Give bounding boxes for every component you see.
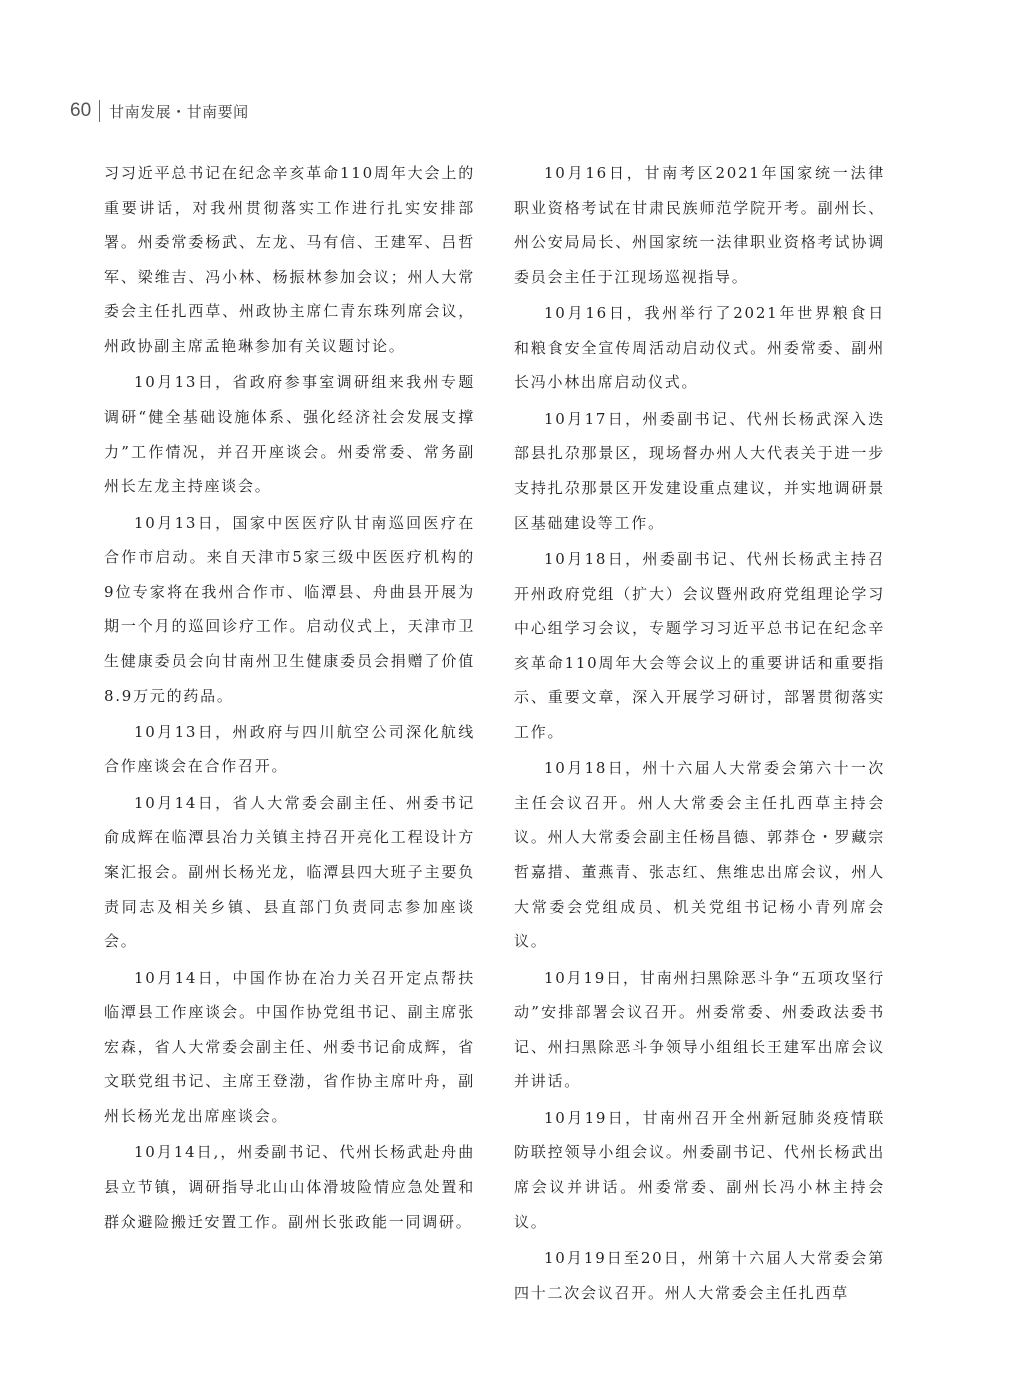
news-paragraph: 10月13日，省政府参事室调研组来我州专题调研“健全基础设施体系、强化经济社会发展支撑力”工作情况，并召开座谈会。州委常委、常务副州长左龙主持座谈会。 — [104, 373, 475, 496]
header-divider — [99, 100, 100, 122]
news-paragraph: 10月19日至20日，州第十六届人大常委会第四十二次会议召开。州人大常委会主任扎西草 — [514, 1248, 885, 1302]
section-title: 甘南发展・甘南要闻 — [109, 102, 249, 121]
news-paragraph: 10月16日，甘南考区2021年国家统一法律职业资格考试在甘肃民族师范学院开考。副州长、州公安局局长、州国家统一法律职业资格考试协调委员会主任于江现场巡视指导。 — [514, 164, 885, 286]
news-paragraph: 习习近平总书记在纪念辛亥革命110周年大会上的重要讲话，对我州贯彻落实工作进行扎实安排部署。州委常委杨武、左龙、马有信、王建军、吕哲军、梁维吉、冯小林、杨振林参加会议；州人大常委会主任扎西草、州政协主席仁青东珠列席会议，州政协副主席孟艳琳参加有关议题讨论。 — [104, 164, 475, 355]
left-column — [104, 156, 475, 1241]
news-paragraph: 10月13日，国家中医医疗队甘南巡回医疗在合作市启动。来自天津市5家三级中医医疗机构的9位专家将在我州合作市、临潭县、舟曲县开展为期一个月的巡回诊疗工作。启动仪式上，天津市卫生健康委员会向甘南州卫生健康委员会捐赠了价值8.9万元的药品。 — [104, 513, 475, 705]
news-paragraph: 10月14日,，州委副书记、代州长杨武赴舟曲县立节镇，调研指导北山山体滑坡险情应急处置和群众避险搬迁安置工作。副州长张政能一同调研。 — [104, 1143, 475, 1231]
right-column — [514, 156, 885, 1312]
news-paragraph: 10月14日，省人大常委会副主任、州委书记俞成辉在临潭县冶力关镇主持召开亮化工程设计方案汇报会。副州长杨光龙，临潭县四大班子主要负责同志及相关乡镇、县直部门负责同志参加座谈会。 — [104, 793, 475, 951]
news-paragraph: 10月18日，州十六届人大常委会第六十一次主任会议召开。州人大常委会主任扎西草主持会议。州人大常委会副主任杨昌德、郭莽仓・罗藏宗哲嘉措、董燕青、张志红、焦维忠出席会议，州人大常委会党组成员、机关党组书记杨小青列席会议。 — [514, 759, 885, 951]
news-paragraph: 10月19日，甘南州召开全州新冠肺炎疫情联防联控领导小组会议。州委副书记、代州长杨武出席会议并讲话。州委常委、副州长冯小林主持会议。 — [514, 1108, 885, 1231]
news-paragraph: 10月13日，州政府与四川航空公司深化航线合作座谈会在合作召开。 — [104, 722, 475, 776]
news-paragraph: 10月14日，中国作协在冶力关召开定点帮扶临潭县工作座谈会。中国作协党组书记、副主席张宏森，省人大常委会副主任、州委书记俞成辉，省文联党组书记、主席王登渤，省作协主席叶舟，副州长杨光龙出席座谈会。 — [104, 968, 475, 1126]
news-paragraph: 10月16日，我州举行了2021年世界粮食日和粮食安全宣传周活动启动仪式。州委常委、副州长冯小林出席启动仪式。 — [514, 304, 885, 392]
news-paragraph: 10月18日，州委副书记、代州长杨武主持召开州政府党组（扩大）会议暨州政府党组理论学习中心组学习会议，专题学习习近平总书记在纪念辛亥革命110周年大会等会议上的重要讲话和重要指示、重要文章，深入开展学习研讨，部署贯彻落实工作。 — [514, 549, 885, 741]
page-header — [70, 97, 249, 125]
news-paragraph: 10月17日，州委副书记、代州长杨武深入迭部县扎尕那景区，现场督办州人大代表关于进一步支持扎尕那景区开发建设重点建议，并实地调研景区基础建设等工作。 — [514, 409, 885, 532]
page-number: 60 — [70, 100, 92, 121]
news-paragraph: 10月19日，甘南州扫黑除恶斗争“五项攻坚行动”安排部署会议召开。州委常委、州委政法委书记、州扫黑除恶斗争领导小组组长王建军出席会议并讲话。 — [514, 968, 885, 1091]
